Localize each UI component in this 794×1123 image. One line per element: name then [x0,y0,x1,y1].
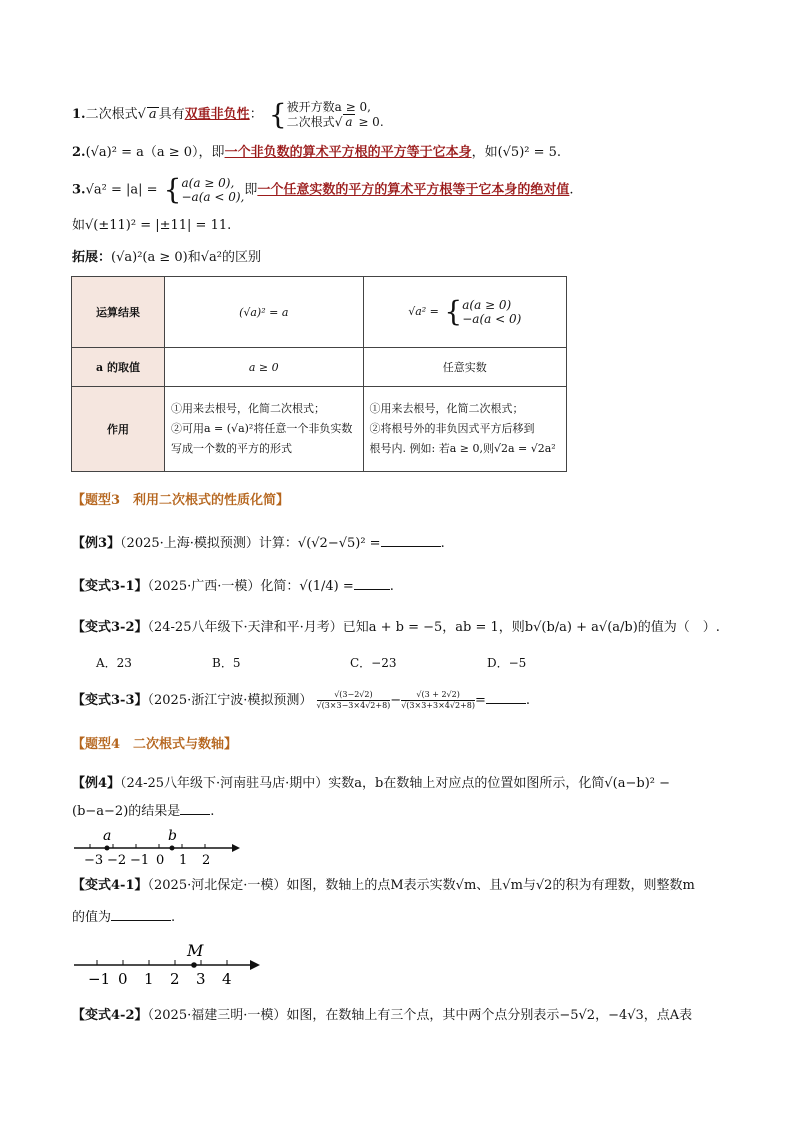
question-text: 如图，数轴上的点M表示实数√m、且√m与√2的积为有理数，则整数m [286,878,695,893]
property-1: 1.二次根式√ a 具有双重非负性： {被开方数a ≥ 0, 二次根式√ a ≥ 0. [72,97,384,131]
question-source: （2025·广西·一模） [147,579,261,594]
variant-4-2 [72,1006,692,1026]
brace-cases: {a(a ≥ 0) −a(a < 0) [444,295,522,328]
table-cell [363,277,567,348]
section-title-3 [72,491,289,511]
numerator: √(3 + 2√2) [416,690,460,699]
point-a [105,846,110,851]
option-label: B．5 [212,656,241,670]
tick-label: 2 [202,853,211,868]
tick-label: −1 [130,853,150,868]
question-label: 【例4】 [72,776,121,791]
case-top: a(a ≥ 0) [462,298,512,312]
period: . [525,693,531,708]
item-number: 2. [72,145,86,160]
fraction-2 [401,690,475,711]
cell-line: ②将根号外的非负因式平方后移到 [369,422,535,435]
extension-label: 拓展： [72,250,112,265]
question-source: （24-25八年级下·河南驻马店·期中） [120,776,329,791]
option-label: D．−5 [487,656,527,670]
tick-label: 0 [118,970,128,988]
denominator: √(3×3+3×4√2+8) [401,701,475,710]
point-label: a [103,828,112,844]
property-3 [72,173,574,206]
tick-label: 4 [222,970,232,988]
table-row [72,348,567,387]
row-header: 作用 [72,387,165,472]
text: 具有 [158,107,185,122]
case-top: 被开方数a ≥ 0, [286,100,371,114]
tick-label: −1 [88,970,111,988]
denominator: √(3×3−3×4√2+8) [316,701,391,710]
key-phrase: 一个任意实数的平方的算术平方根等于它本身的绝对值 [257,182,570,198]
answer-blank[interactable] [354,589,390,590]
operator: = [475,693,486,708]
cell-formula: √a² = [408,305,439,318]
case-top: a(a ≥ 0), [181,176,235,190]
tick-label: −3 [84,853,104,868]
option-label: A．23 [96,656,132,670]
example-4-line-2 [72,802,214,822]
option-d[interactable] [487,654,526,672]
table-cell [363,387,567,472]
option-b[interactable] [212,654,240,672]
numerator: √(3−2√2) [334,690,373,699]
radicand: a [345,115,353,129]
tick-label: 0 [156,853,165,868]
question-text: 化简：√(1/4) = [260,579,354,594]
table-cell: a ≥ 0 [165,348,364,387]
question-text: 如图，在数轴上有三个点，其中两个点分别表示−5√2，−4√3，点A表 [286,1008,693,1023]
option-a[interactable] [96,654,132,672]
variant-3-3 [72,690,530,711]
text: ： [249,107,263,122]
key-phrase: 一个非负数的算术平方根的平方等于它本身 [224,145,472,160]
example-line [72,216,231,236]
axis-arrow [250,960,260,970]
cell-line: ①用来去根号，化简二次根式； [369,402,524,415]
case-bottom: 二次根式 [286,115,335,129]
section-title-4 [72,735,237,755]
example-4-line-1 [72,774,670,794]
example-text: 如√(±11)² = |±11| = 11. [72,218,232,233]
question-label: 【变式3-1】 [72,579,148,594]
row-header: 运算结果 [72,277,165,348]
answer-blank[interactable] [180,814,210,815]
point-label: M [187,941,204,960]
variant-4-1-line-2 [72,908,175,928]
option-c[interactable] [350,654,397,672]
question-source: （2025·浙江宁波·模拟预测） [147,693,313,708]
brace-cases: {被开方数a ≥ 0, 二次根式√ a ≥ 0. [268,97,384,131]
axis-arrow [232,844,240,852]
point-label: b [168,828,177,844]
variant-3-1 [72,577,394,597]
table-cell [165,387,364,472]
tick-label: 2 [170,970,180,988]
period: . [440,536,445,551]
text: 即 [244,182,258,198]
table-row [72,387,567,472]
cell-line: 写成一个数的平方的形式 [171,442,292,455]
answer-blank[interactable] [486,703,526,704]
variant-4-1-line-1 [72,876,695,896]
question-label: 【变式3-3】 [72,693,148,708]
text: . [569,182,574,198]
text: 二次根式 [85,107,138,122]
option-label: C．−23 [350,656,397,670]
cell-line: ②可用a = (√a)²将任意一个非负实数 [171,422,353,435]
item-number: 1. [72,107,86,122]
brace-cases: {a(a ≥ 0), −a(a < 0), [163,173,245,206]
question-source: （2025·福建三明·一模） [147,1008,287,1023]
comparison-table [71,276,567,472]
item-number: 3. [72,182,86,198]
key-phrase: 双重非负性 [184,107,250,122]
tick-label: 3 [196,970,206,988]
section-title: 【题型4 二次根式与数轴】 [72,737,238,752]
table-cell: 任意实数 [363,348,567,387]
period: . [171,910,176,925]
point-m [191,962,197,968]
variant-3-2 [72,618,720,638]
number-line-1 [72,826,242,868]
cell-line: ①用来去根号，化简二次根式； [171,402,325,415]
question-label: 【变式4-1】 [72,878,148,893]
question-source: （2025·河北保定·一模） [147,878,287,893]
case-bottom: −a(a < 0), [181,190,245,204]
answer-blank[interactable] [381,546,441,547]
radicand: a [148,107,157,122]
question-text: 的值为 [72,910,112,925]
tick-label: 1 [179,853,188,868]
question-label: 【变式3-2】 [72,620,148,635]
row-header: a 的取值 [72,348,165,387]
tick-label: −2 [107,853,127,868]
point-b [170,846,175,851]
question-label: 【变式4-2】 [72,1008,148,1023]
fraction-1 [317,690,391,711]
question-text: 计算：√(√2−√5)² = [258,536,381,551]
number-line-2 [72,940,262,990]
case-bottom-end: ≥ 0. [354,115,384,129]
period: . [210,804,215,819]
formula: √a² = |a| = [85,182,158,198]
example: ，如(√5)² = 5. [471,145,562,160]
question-label: 【例3】 [72,536,121,551]
question-text: 已知a + b = −5，ab = 1，则b√(b/a) + a√(a/b)的值为（ ）. [342,620,720,635]
tick-label: 1 [144,970,154,988]
table-cell: (√a)² = a [165,277,364,348]
section-title: 【题型3 利用二次根式的性质化简】 [72,493,290,508]
example-3 [72,534,445,554]
period: . [389,579,394,594]
formula: (√a)² = a（a ≥ 0），即 [85,145,225,160]
question-source: （2025·上海·模拟预测） [120,536,259,551]
answer-blank[interactable] [111,920,171,921]
cell-line: 根号内. 例如: 若a ≥ 0,则√2a = √2a² [369,442,556,455]
property-2 [72,143,561,163]
extension-text: (√a)²(a ≥ 0)和√a²的区别 [111,250,261,265]
question-source: （24-25八年级下·天津和平·月考） [147,620,343,635]
question-text: (b−a−2)的结果是 [72,804,181,819]
table-row [72,277,567,348]
operator: − [390,693,402,708]
extension-line [72,248,261,268]
case-bottom: −a(a < 0) [462,312,522,326]
question-text: 实数a，b在数轴上对应点的位置如图所示，化简√(a−b)² − [328,776,670,791]
